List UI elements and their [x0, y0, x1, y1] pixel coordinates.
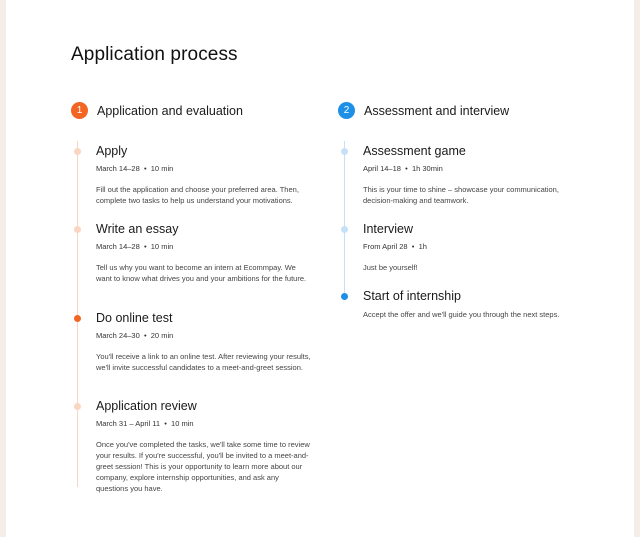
step-meta	[96, 331, 173, 340]
step-title: Application review	[96, 399, 197, 413]
step-write-essay	[71, 222, 321, 312]
step-date: March 24–30	[96, 331, 140, 340]
step-dot-active	[341, 293, 348, 300]
step-assessment-game	[338, 144, 588, 214]
step-dot	[74, 403, 81, 410]
step-meta	[363, 164, 443, 173]
step-dot-active	[74, 315, 81, 322]
timeline-assessment	[338, 141, 598, 321]
step-duration: 10 min	[150, 242, 174, 251]
step-duration: 1h 30min	[411, 164, 443, 173]
step-title: Start of internship	[363, 289, 461, 303]
meta-separator: •	[143, 164, 147, 173]
step-title: Assessment game	[363, 144, 466, 158]
step-description: This is your time to shine – showcase your communication, decision-making and teamwork.	[363, 185, 559, 205]
step-apply	[71, 144, 321, 224]
phase-label: Application and evaluation	[97, 103, 243, 118]
step-date: March 31 – April 11	[96, 419, 161, 428]
step-dot	[74, 226, 81, 233]
step-dot	[74, 148, 81, 155]
step-description: Fill out the application and choose your preferred area. Then, complete two tasks to help us understand your motivations.	[96, 185, 299, 205]
step-date: From April 28	[363, 242, 408, 251]
step-meta	[96, 419, 194, 428]
page-title: Application process	[71, 44, 238, 65]
phase-header-application	[71, 102, 243, 119]
step-duration: 1h	[418, 242, 427, 251]
meta-separator: •	[405, 164, 408, 173]
step-title: Write an essay	[96, 222, 179, 236]
phase-number-badge: 1	[71, 102, 88, 119]
step-duration: 10 min	[171, 419, 194, 428]
step-date: April 14–18	[363, 164, 401, 173]
phase-number-badge: 2	[338, 102, 355, 119]
step-interview	[338, 222, 588, 282]
step-description: Just be yourself!	[363, 263, 418, 272]
phase-label: Assessment and interview	[364, 103, 510, 118]
step-title: Apply	[96, 144, 128, 158]
step-date: March 14–28	[96, 242, 140, 251]
step-dot	[341, 226, 348, 233]
phase-header-assessment	[338, 102, 509, 119]
meta-separator: •	[411, 242, 415, 251]
meta-separator: •	[143, 242, 147, 251]
step-online-test	[71, 311, 321, 401]
page-container	[6, 0, 634, 537]
step-application-review	[71, 399, 321, 499]
step-title: Interview	[363, 222, 414, 236]
timeline-application	[71, 141, 331, 491]
step-title: Do online test	[96, 311, 173, 325]
step-dot	[341, 148, 348, 155]
step-meta	[96, 242, 173, 251]
step-start-internship	[338, 289, 588, 329]
step-description: Once you've completed the tasks, we'll take some time to review your results. If you're successful, you'll be invited to a meet-and-greet session! This is your opportunity to learn more about our company, explore internship opportunities, and ask any questions you have.	[96, 440, 310, 493]
meta-separator: •	[143, 331, 147, 340]
meta-separator: •	[164, 419, 167, 428]
step-duration: 10 min	[150, 164, 174, 173]
step-duration: 20 min	[150, 331, 174, 340]
step-description: Tell us why you want to become an intern at Ecommpay. We want to know what drives you and your ambitions for the future.	[96, 263, 307, 283]
step-description: Accept the offer and we'll guide you through the next steps.	[363, 310, 560, 319]
step-meta	[363, 242, 427, 251]
step-date: March 14–28	[96, 164, 140, 173]
step-meta	[96, 164, 173, 173]
step-description: You'll receive a link to an online test. After reviewing your results, we'll invite successful candidates to a meet-and-greet session.	[96, 352, 311, 372]
